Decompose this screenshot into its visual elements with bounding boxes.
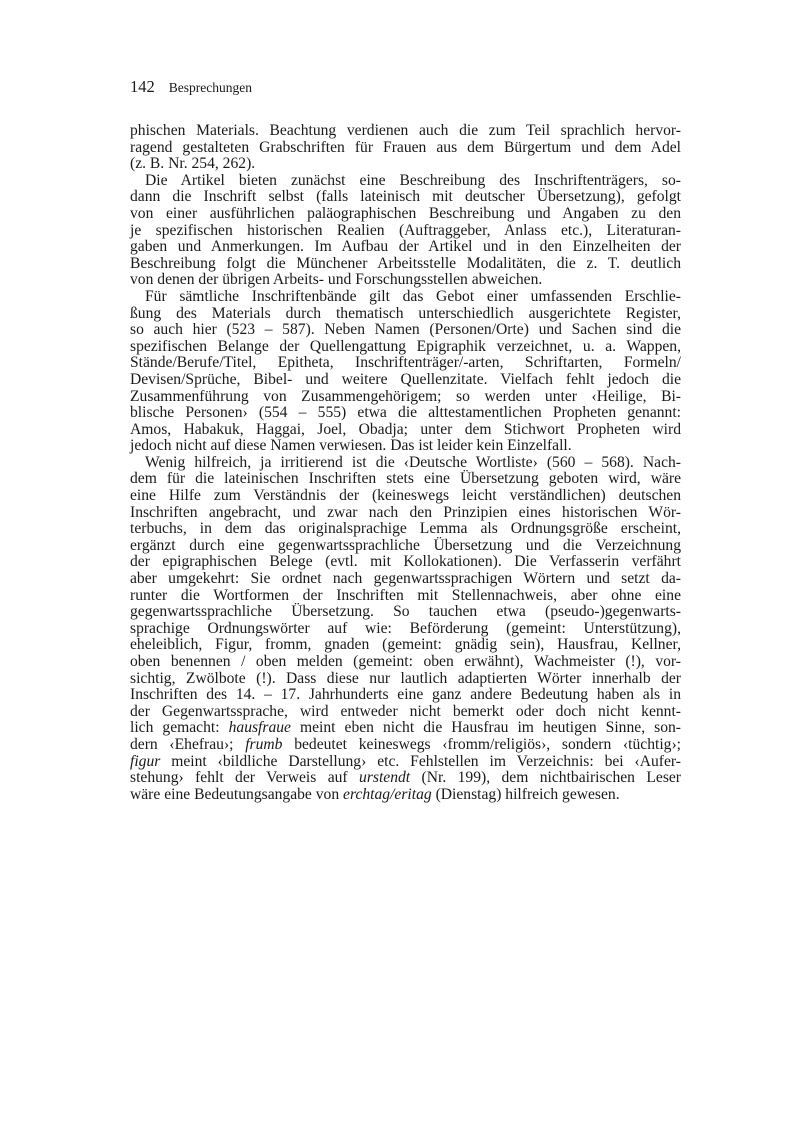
italic-term: frumb [245,735,283,753]
text-segment: ßung des Materials durch thematisch unterschiedlich ausgerichtete Register, [130,304,681,322]
text-line [130,223,681,240]
text-line [130,339,681,356]
text-segment: Stände/Berufe/Titel, Epitheta, Inschriftenträger/-arten, Schriftarten, Formeln/ [130,354,681,372]
text-line [130,787,681,804]
text-segment: Für sämtliche Inschriftenbände gilt das Gebot einer umfassenden Erschlie- [145,287,681,305]
text-segment: meint eben nicht die Hausfrau im heutigen Sinne, son- [290,719,681,737]
text-segment: der epigraphischen Belege (evtl. mit Kollokationen). Die Verfasserin verfährt [130,553,681,571]
text-segment: sprachige Ordnungswörter auf wie: Beförderung (gemeint: Unterstützung), [130,619,681,637]
text-segment: phischen Materials. Beachtung verdienen auch die zum Teil sprachlich hervor- [130,122,681,139]
text-segment: oben benennen / oben melden (gemeint: oben erwähnt), Wachmeister (!), vor- [130,653,681,670]
text-line [130,671,681,688]
text-line [130,687,681,704]
page-number: 142 [130,77,155,96]
text-line [130,488,681,505]
text-line [130,422,681,439]
text-segment: lich gemacht: [130,719,229,737]
text-line [130,654,681,671]
text-line [130,156,681,173]
text-line [130,704,681,721]
text-line [130,140,681,157]
text-line [130,389,681,406]
text-segment: runter die Wortformen der Inschriften mit Stellennachweis, aber ohne eine [130,586,681,604]
text-line [130,355,681,372]
text-line [130,239,681,256]
text-line [130,272,681,289]
text-segment: sichtig, Zwölbote (!). Dass diese nur lautlich adaptierten Wörter innerhalb der [130,669,681,687]
text-line [130,720,681,737]
text-segment: gegenwartssprachliche Übersetzung. So tauchen etwa (pseudo-)gegenwarts- [130,603,681,621]
text-line [130,538,681,555]
paragraph [130,455,681,803]
text-segment: Amos, Habakuk, Haggai, Joel, Obadja; unter dem Stichwort Propheten wird [130,420,681,438]
text-segment: Beschreibung folgt die Münchener Arbeitsstelle Modalitäten, die z. T. deutlich [130,254,681,272]
text-segment: von denen der übrigen Arbeits- und Forschungsstellen abweichen. [130,271,543,289]
text-segment: von einer ausführlichen paläographischen Beschreibung und Angaben zu den [130,204,681,222]
text-line [130,571,681,588]
text-segment: ergänzt durch eine gegenwartssprachliche Übersetzung und die Verzeichnung [130,536,681,554]
body-text [130,123,681,803]
running-header [130,77,252,97]
text-segment: Inschriften angebracht, und zwar nach den Prinzipien eines historischen Wör- [130,503,681,521]
text-segment: (z. B. Nr. 254, 262). [130,155,256,173]
paragraph [130,123,681,173]
text-segment: wäre eine Bedeutungsangabe von [130,785,344,803]
text-segment: terbuchs, in dem das originalsprachige Lemma als Ordnungsgröße erscheint, [130,520,681,538]
text-segment: dern ‹Ehefrau›; [130,735,246,753]
text-segment: so auch hier (523 – 587). Neben Namen (Personen/Orte) und Sachen sind die [130,321,681,339]
text-segment: blische Personen› (554 – 555) etwa die alttestamentlichen Propheten genannt: [130,404,681,422]
text-line [130,471,681,488]
text-line [130,206,681,223]
running-title: Besprechungen [168,80,252,95]
italic-term: hausfraue [228,719,291,737]
text-line [130,754,681,771]
text-line [130,604,681,621]
text-line [130,521,681,538]
text-segment: (Dienstag) hilfreich gewesen. [431,785,620,803]
text-line [130,737,681,754]
text-line [130,505,681,522]
text-line [130,621,681,638]
text-segment: aber umgekehrt: Sie ordnet nach gegenwartssprachigen Wörtern und setzt da- [130,570,681,588]
text-segment: stehung› fehlt der Verweis auf [130,769,360,787]
text-line [130,770,681,787]
text-line [130,438,681,455]
text-line [130,588,681,605]
text-line [130,554,681,571]
text-line [130,289,681,306]
text-line [130,405,681,422]
text-segment: meint ‹bildliche Darstellung› etc. Fehlstellen im Verzeichnis: bei ‹Aufer- [160,752,681,770]
text-line [130,189,681,206]
text-segment: dann die Inschrift selbst (falls lateinisch mit deutscher Übersetzung), gefolgt [130,188,681,206]
text-line [130,256,681,273]
text-segment: (Nr. 199), dem nichtbairischen Leser [410,769,681,787]
text-line [130,123,681,140]
text-line [130,322,681,339]
text-segment: spezifischen Belange der Quellengattung Epigraphik verzeichnet, u. a. Wappen, [130,337,681,355]
paragraph [130,173,681,289]
text-segment: jedoch nicht auf diese Namen verwiesen. Das ist leider kein Einzelfall. [130,437,572,455]
paragraph [130,289,681,455]
text-line [130,637,681,654]
text-segment: Zusammenführung von Zusammengehörigem; so werden unter ‹Heilige, Bi- [130,387,681,405]
text-segment: der Gegenwartssprache, wird entweder nicht bemerkt oder doch nicht kennt- [130,702,681,720]
text-segment: ragend gestalteten Grabschriften für Frauen aus dem Bürgertum und dem Adel [130,138,681,156]
text-segment: Devisen/Sprüche, Bibel- und weitere Quellenzitate. Vielfach fehlt jedoch die [130,370,681,388]
text-segment: Inschriften des 14. – 17. Jahrhunderts eine ganz andere Bedeutung haben als in [130,686,681,704]
text-segment: gaben und Anmerkungen. Im Aufbau der Artikel und in den Einzelheiten der [130,238,681,256]
text-line [130,372,681,389]
text-segment: Wenig hilfreich, ja irritierend ist die ‹Deutsche Wortliste› (560 – 568). Nach- [145,453,681,471]
text-line [130,455,681,472]
text-segment: bedeutet keineswegs ‹fromm/religiös›, sondern ‹tüchtig›; [282,735,681,753]
text-segment: Die Artikel bieten zunächst eine Beschreibung des Inschriftenträgers, so- [145,171,681,189]
text-line [130,306,681,323]
text-segment: je spezifischen historischen Realien (Auftraggeber, Anlass etc.), Literaturan- [130,221,681,239]
text-line [130,173,681,190]
italic-term: erchtag/eritag [343,785,432,803]
text-segment: eheleiblich, Figur, fromm, gnaden (gemeint: gnädig sein), Hausfrau, Kellner, [130,636,681,654]
text-segment: eine Hilfe zum Verständnis der (keineswegs leicht verständlichen) deutschen [130,487,681,505]
italic-term: urstendt [359,769,411,787]
italic-term: figur [130,752,161,770]
text-segment: dem für die lateinischen Inschriften stets eine Übersetzung geboten wird, wäre [130,470,681,488]
